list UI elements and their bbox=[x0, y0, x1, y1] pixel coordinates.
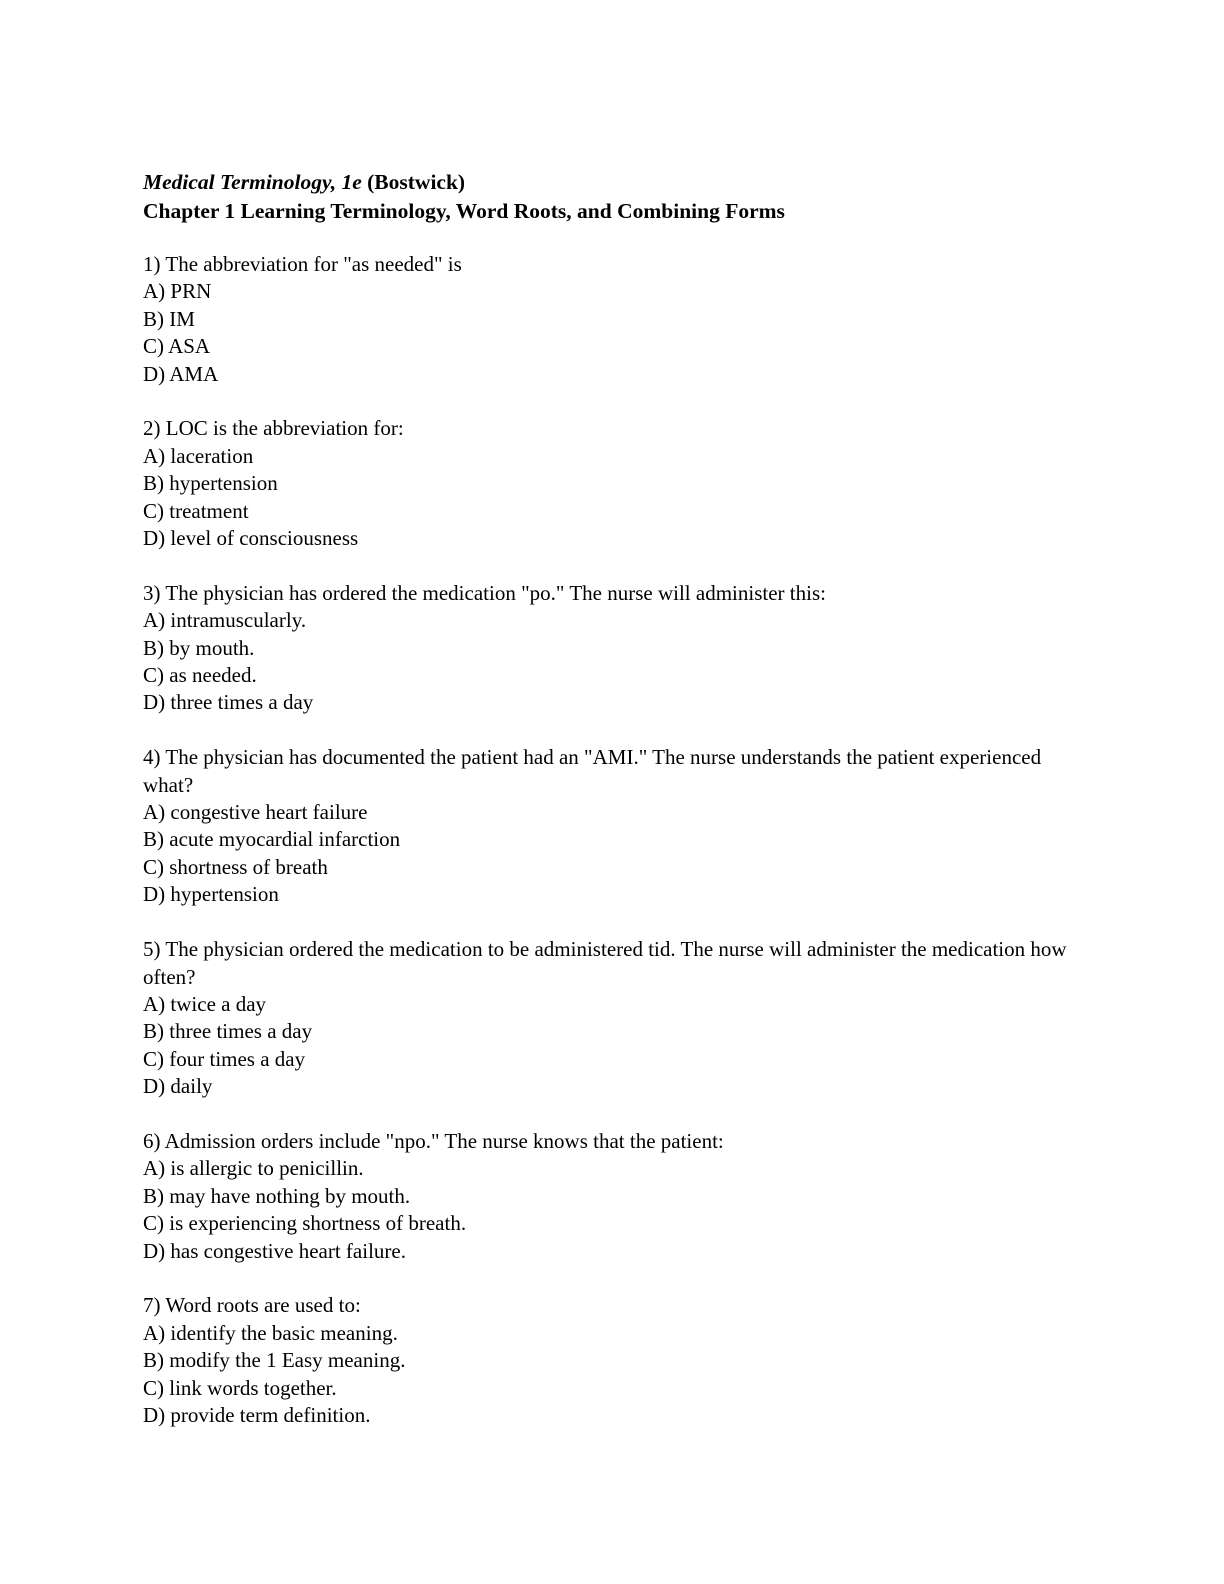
question-2 bbox=[143, 415, 1083, 552]
question-7 bbox=[143, 1292, 1083, 1429]
question-4 bbox=[143, 744, 1083, 908]
answer-option-d: D) provide term definition. bbox=[143, 1402, 371, 1427]
question-5 bbox=[143, 936, 1083, 1100]
book-title-line bbox=[143, 168, 1083, 197]
question-stem: 7) Word roots are used to: bbox=[143, 1293, 361, 1318]
answer-option-b: B) IM bbox=[143, 306, 195, 331]
answer-option-b: B) three times a day bbox=[143, 1019, 313, 1044]
answer-option-b: B) acute myocardial infarction bbox=[143, 827, 401, 852]
answer-option-c: C) as needed. bbox=[143, 663, 257, 688]
answer-option-c: C) is experiencing shortness of breath. bbox=[143, 1211, 467, 1236]
answer-option-c: C) link words together. bbox=[143, 1375, 337, 1400]
answer-option-c: C) ASA bbox=[143, 334, 211, 359]
answer-option-c: C) shortness of breath bbox=[143, 854, 328, 879]
book-author: (Bostwick) bbox=[361, 170, 466, 194]
answer-option-d: D) has congestive heart failure. bbox=[143, 1238, 406, 1263]
answer-option-a: A) congestive heart failure bbox=[143, 800, 368, 825]
answer-option-b: B) may have nothing by mouth. bbox=[143, 1183, 411, 1208]
answer-option-d: D) three times a day bbox=[143, 690, 314, 715]
answer-option-a: A) PRN bbox=[143, 279, 212, 304]
answer-option-a: A) is allergic to penicillin. bbox=[143, 1156, 364, 1181]
question-stem: 3) The physician has ordered the medication "po." The nurse will administer this: bbox=[143, 580, 826, 605]
answer-option-b: B) modify the 1 Easy meaning. bbox=[143, 1348, 406, 1373]
answer-option-c: C) treatment bbox=[143, 498, 249, 523]
answer-option-d: D) daily bbox=[143, 1074, 213, 1099]
answer-option-d: D) level of consciousness bbox=[143, 526, 359, 551]
question-1 bbox=[143, 251, 1083, 388]
answer-option-a: A) intramuscularly. bbox=[143, 608, 307, 633]
answer-option-d: D) hypertension bbox=[143, 882, 279, 907]
answer-option-b: B) by mouth. bbox=[143, 635, 255, 660]
answer-option-a: A) twice a day bbox=[143, 991, 267, 1016]
question-stem: 5) The physician ordered the medication to be administered tid. The nurse will administer the medication how often? bbox=[143, 937, 1067, 989]
answer-option-b: B) hypertension bbox=[143, 471, 278, 496]
answer-option-d: D) AMA bbox=[143, 361, 219, 386]
question-stem: 6) Admission orders include "npo." The nurse knows that the patient: bbox=[143, 1128, 724, 1153]
chapter-title: Chapter 1 Learning Terminology, Word Roots, and Combining Forms bbox=[143, 199, 785, 223]
question-list bbox=[143, 251, 1083, 1429]
question-stem: 2) LOC is the abbreviation for: bbox=[143, 416, 404, 441]
answer-option-c: C) four times a day bbox=[143, 1046, 306, 1071]
question-stem: 1) The abbreviation for "as needed" is bbox=[143, 252, 462, 276]
answer-option-a: A) identify the basic meaning. bbox=[143, 1320, 398, 1345]
document-page bbox=[143, 168, 1083, 1457]
question-stem: 4) The physician has documented the patient had an "AMI." The nurse understands the patient experienced what? bbox=[143, 745, 1042, 797]
question-3 bbox=[143, 580, 1083, 717]
answer-option-a: A) laceration bbox=[143, 443, 254, 468]
book-title: Medical Terminology, 1e bbox=[143, 170, 362, 194]
question-6 bbox=[143, 1128, 1083, 1265]
